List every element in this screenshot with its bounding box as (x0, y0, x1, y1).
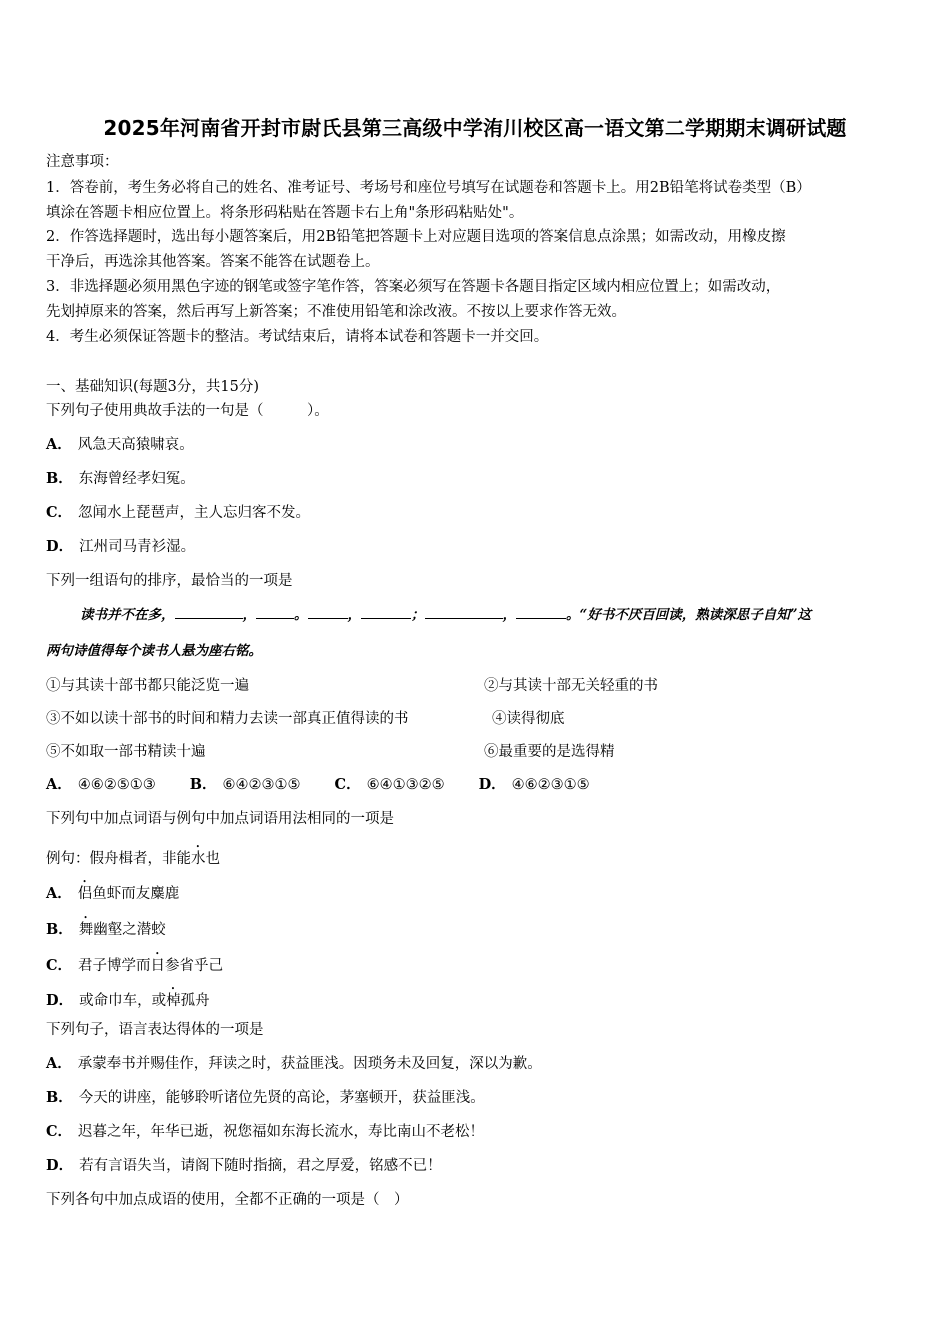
option-label: B． (189, 776, 217, 793)
option-label: B． (46, 1089, 73, 1106)
option-c (335, 775, 445, 795)
option-label: C． (46, 957, 73, 974)
option-label: D． (478, 776, 506, 793)
item-2: ②与其读十部无关轻重的书 (484, 678, 658, 694)
option-label: A． (46, 776, 72, 793)
option-d (46, 1156, 442, 1176)
notice-line: 1．答卷前，考生务必将自己的姓名、准考证号、考场号和座位号填写在试题卷和答题卡上。用2B铅笔将试卷类型（B） (46, 180, 811, 196)
blank (516, 604, 566, 619)
blank (256, 604, 294, 619)
notice-line: 先划掉原来的答案，然后再写上新答案；不准使用铅笔和涂改液。不按以上要求作答无效。 (46, 304, 626, 320)
option-label: C． (334, 776, 361, 793)
option-b (46, 914, 166, 940)
option-text: 今天的讲座，能够聆听诸位先贤的高论，茅塞顿开，获益匪浅。 (78, 1090, 485, 1106)
option-label: C． (46, 504, 73, 521)
question-stem: 下列句中加点词语与例句中加点词语用法相同的一项是 (46, 811, 394, 827)
option-c (46, 503, 310, 523)
option-a (46, 775, 156, 795)
question-stem: 下列各句中加点成语的使用，全都不正确的一项是（ ） (46, 1192, 409, 1208)
option-b (46, 469, 195, 489)
option-post: 鱼虾而友麋鹿 (92, 886, 180, 902)
dotted-word: 棹 (166, 993, 181, 1009)
option-text: ④⑥②③①⑤ (511, 777, 590, 793)
option-text: 迟暮之年，年华已逝，祝您福如东海长流水，寿比南山不老松！ (78, 1124, 485, 1140)
option-text: 东海曾经孝妇冤。 (78, 471, 195, 487)
passage-end: 两句诗值得每个读书人悬为座右铭。 (46, 643, 262, 659)
option-pre: 或命巾车，或 (79, 993, 167, 1009)
option-text: 江州司马青衫湿。 (79, 539, 196, 555)
notice-line: 填涂在答题卡相应位置上。将条形码粘贴在答题卡右上角"条形码粘贴处"。 (46, 205, 524, 221)
option-c (46, 1122, 484, 1142)
item-5: ⑤不如取一部书精读十遍 (46, 744, 206, 760)
notice-line: 干净后，再选涂其他答案。答案不能答在试题卷上。 (46, 254, 380, 270)
section-heading: 一、基础知识(每题3分，共15分) (46, 379, 259, 395)
blank (175, 604, 243, 619)
option-label: B． (46, 921, 73, 938)
option-text: 忽闻水上琵琶声，主人忘归客不发。 (78, 505, 311, 521)
passage-start: 读书并不在多， (80, 607, 175, 623)
notice-line: 3．非选择题必须用黑色字迹的钢笔或签字笔作答，答案必须写在答题卡各题目指定区域内相应位置上；如需改动， (46, 279, 781, 295)
q2-options (46, 775, 624, 795)
page-title: 2025年河南省开封市尉氏县第三高级中学洧川校区高一语文第二学期期末调研试题 (103, 116, 847, 140)
option-pre: 君子博学而 (78, 958, 151, 974)
option-a (46, 1054, 542, 1074)
option-post: 参省乎己 (165, 958, 224, 974)
blank (361, 604, 411, 619)
option-label: A． (46, 1055, 72, 1072)
option-label: D． (46, 538, 74, 555)
example-suffix: 也 (205, 851, 220, 867)
option-post: 孤舟 (180, 993, 210, 1009)
option-b (46, 1088, 485, 1108)
item-3: ③不如以读十部书的时间和精力去读一部真正值得读的书 (46, 711, 409, 727)
option-label: D． (46, 992, 74, 1009)
question-stem: 下列句子使用典故手法的一句是（ ）。 (46, 403, 329, 419)
option-d (46, 985, 210, 1011)
option-a (46, 878, 179, 904)
notice-line: 4．考生必须保证答题卡的整洁。考试结束后，请将本试卷和答题卡一并交回。 (46, 329, 549, 345)
option-a (46, 435, 194, 455)
item-6: ⑥最重要的是选得精 (484, 744, 615, 760)
question-stem: 下列一组语句的排序，最恰当的一项是 (46, 573, 293, 589)
option-c (46, 950, 223, 976)
option-text: 风急天高猿啸哀。 (77, 437, 194, 453)
question-stem: 下列句子，语言表达得体的一项是 (46, 1022, 264, 1038)
option-d (46, 537, 195, 557)
option-b (190, 775, 301, 795)
dotted-word: 水 (191, 851, 206, 867)
option-text: 承蒙奉书并赐佳作，拜读之时，获益匪浅。因琐务未及回复，深以为歉。 (77, 1056, 542, 1072)
option-d (479, 775, 590, 795)
passage-line: 读书并不在多， ， 。 ， ； ， 。“好书不厌百回读，熟读深思子自知”这 (80, 604, 811, 625)
option-label: A． (46, 436, 72, 453)
notice-line: 2．作答选择题时，选出每小题答案后，用2B铅笔把答题卡上对应题目选项的答案信息点涂黑；如需改动，用橡皮擦 (46, 229, 786, 245)
item-4: ④读得彻底 (492, 711, 565, 727)
option-label: B． (46, 470, 73, 487)
blank (425, 604, 503, 619)
option-text: ④⑥②⑤①③ (77, 777, 156, 793)
notice-heading: 注意事项： (46, 154, 119, 170)
option-label: D． (46, 1157, 74, 1174)
item-1: ①与其读十部书都只能泛览一遍 (46, 678, 249, 694)
example-prefix: 例句：假舟楫者，非能 (46, 851, 191, 867)
option-text: ⑥④①③②⑤ (366, 777, 445, 793)
option-text: ⑥④②③①⑤ (222, 777, 301, 793)
example-sentence (46, 843, 220, 869)
dotted-word: 舞 (78, 922, 94, 938)
option-text: 若有言语失当，请阁下随时指摘，君之厚爱，铭感不已！ (79, 1158, 442, 1174)
option-post: 幽壑之潜蛟 (93, 922, 166, 938)
blank (308, 604, 348, 619)
dotted-word: 日 (150, 958, 166, 974)
option-label: A． (46, 885, 72, 902)
passage-quote: 。“好书不厌百回读，熟读深思子自知”这 (566, 607, 812, 623)
option-label: C． (46, 1123, 73, 1140)
dotted-word: 侣 (77, 886, 93, 902)
